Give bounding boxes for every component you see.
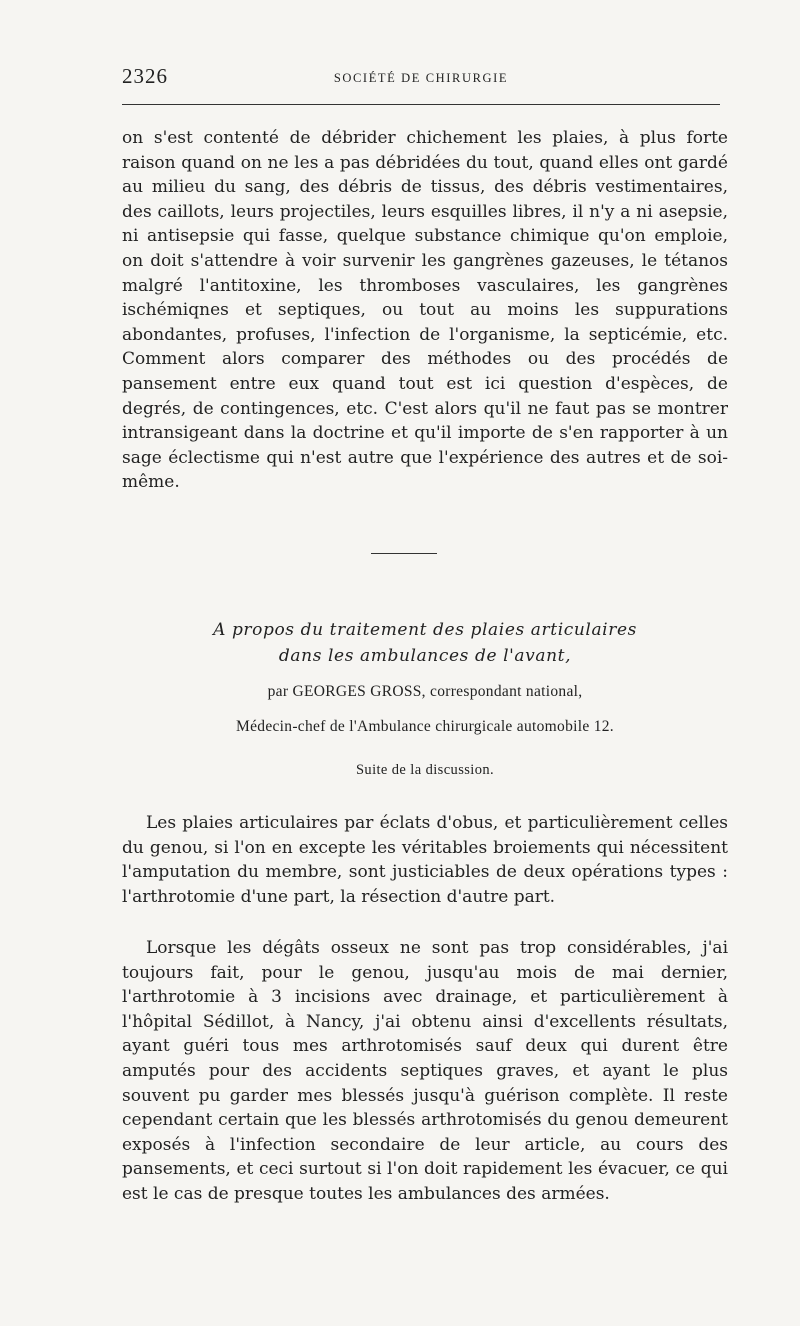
page-number: 2326	[122, 64, 168, 88]
section-divider	[371, 553, 437, 554]
article-title-line-2: dans les ambulances de l'avant,	[278, 646, 572, 666]
article-title-line-1: A propos du traitement des plaies articulaires	[213, 620, 637, 640]
paragraph-intro: Les plaies articulaires par éclats d'obus, et particulièrement celles du genou, si l'on en excepte les véritables broiements qui nécessitent l'amputation du membre, sont justiciables de deux opérations types : l'arthrotomie d'une part, la résection d'autre part.	[122, 813, 728, 907]
page-header	[122, 64, 720, 98]
author-affiliation: Médecin-chef de l'Ambulance chirurgicale automobile 12.	[236, 718, 614, 735]
discussion-note: Suite de la discussion.	[355, 762, 495, 778]
header-divider	[122, 104, 720, 105]
paragraph-arthrotomy: Lorsque les dégâts osseux ne sont pas trop considérables, j'ai toujours fait, pour le genou, jusqu'au mois de mai dernier, l'arthrotomie à 3 incisions avec drainage, et particulièrement à l'hôpital Sédillot, à Nancy, j'ai obtenu ainsi d'excellents résultats, ayant guéri tous mes arthrotomisés sauf deux qui durent être amputés pour des accidents septiques graves, et ayant le plus souvent pu garder mes blessés jusqu'à guérison complète. Il reste cependant certain que les blessés arthrotomisés du genou demeurent exposés à l'infection secondaire de leur article, au cours des pansements, et ceci surtout si l'on doit rapidement les évacuer, ce qui est le cas de presque toutes les ambulances des armées.	[122, 938, 728, 1204]
running-title: SOCIÉTÉ DE CHIRURGIE	[333, 71, 509, 85]
article-title	[122, 617, 728, 669]
author-byline: par GEORGES GROSS, correspondant national,	[267, 683, 583, 700]
paragraph-continuation: on s'est contenté de débrider chichement les plaies, à plus forte raison quand on ne les a pas débridées du tout, quand elles ont gardé au milieu du sang, des débris de tissus, des débris vestimentaires, des caillots, leurs projectiles, leurs esquilles libres, il n'y a ni asepsie, ni antisepsie qui fasse, quelque substance chimique qu'on emploie, on doit s'attendre à voir survenir les gangrènes gazeuses, le tétanos malgré l'antitoxine, les thromboses vasculaires, les gangrènes ischémiqnes et septiques, ou tout au moins les suppurations abondantes, profuses, l'infection de l'organisme, la septicémie, etc. Comment alors comparer des méthodes ou des procédés de pansement entre eux quand tout est ici question d'espèces, de degrés, de contingences, etc. C'est alors qu'il ne faut pas se montrer intransigeant dans la doctrine et qu'il importe de s'en rapporter à un sage éclectisme qui n'est autre que l'expérience des autres et de soi-même.	[122, 128, 728, 493]
